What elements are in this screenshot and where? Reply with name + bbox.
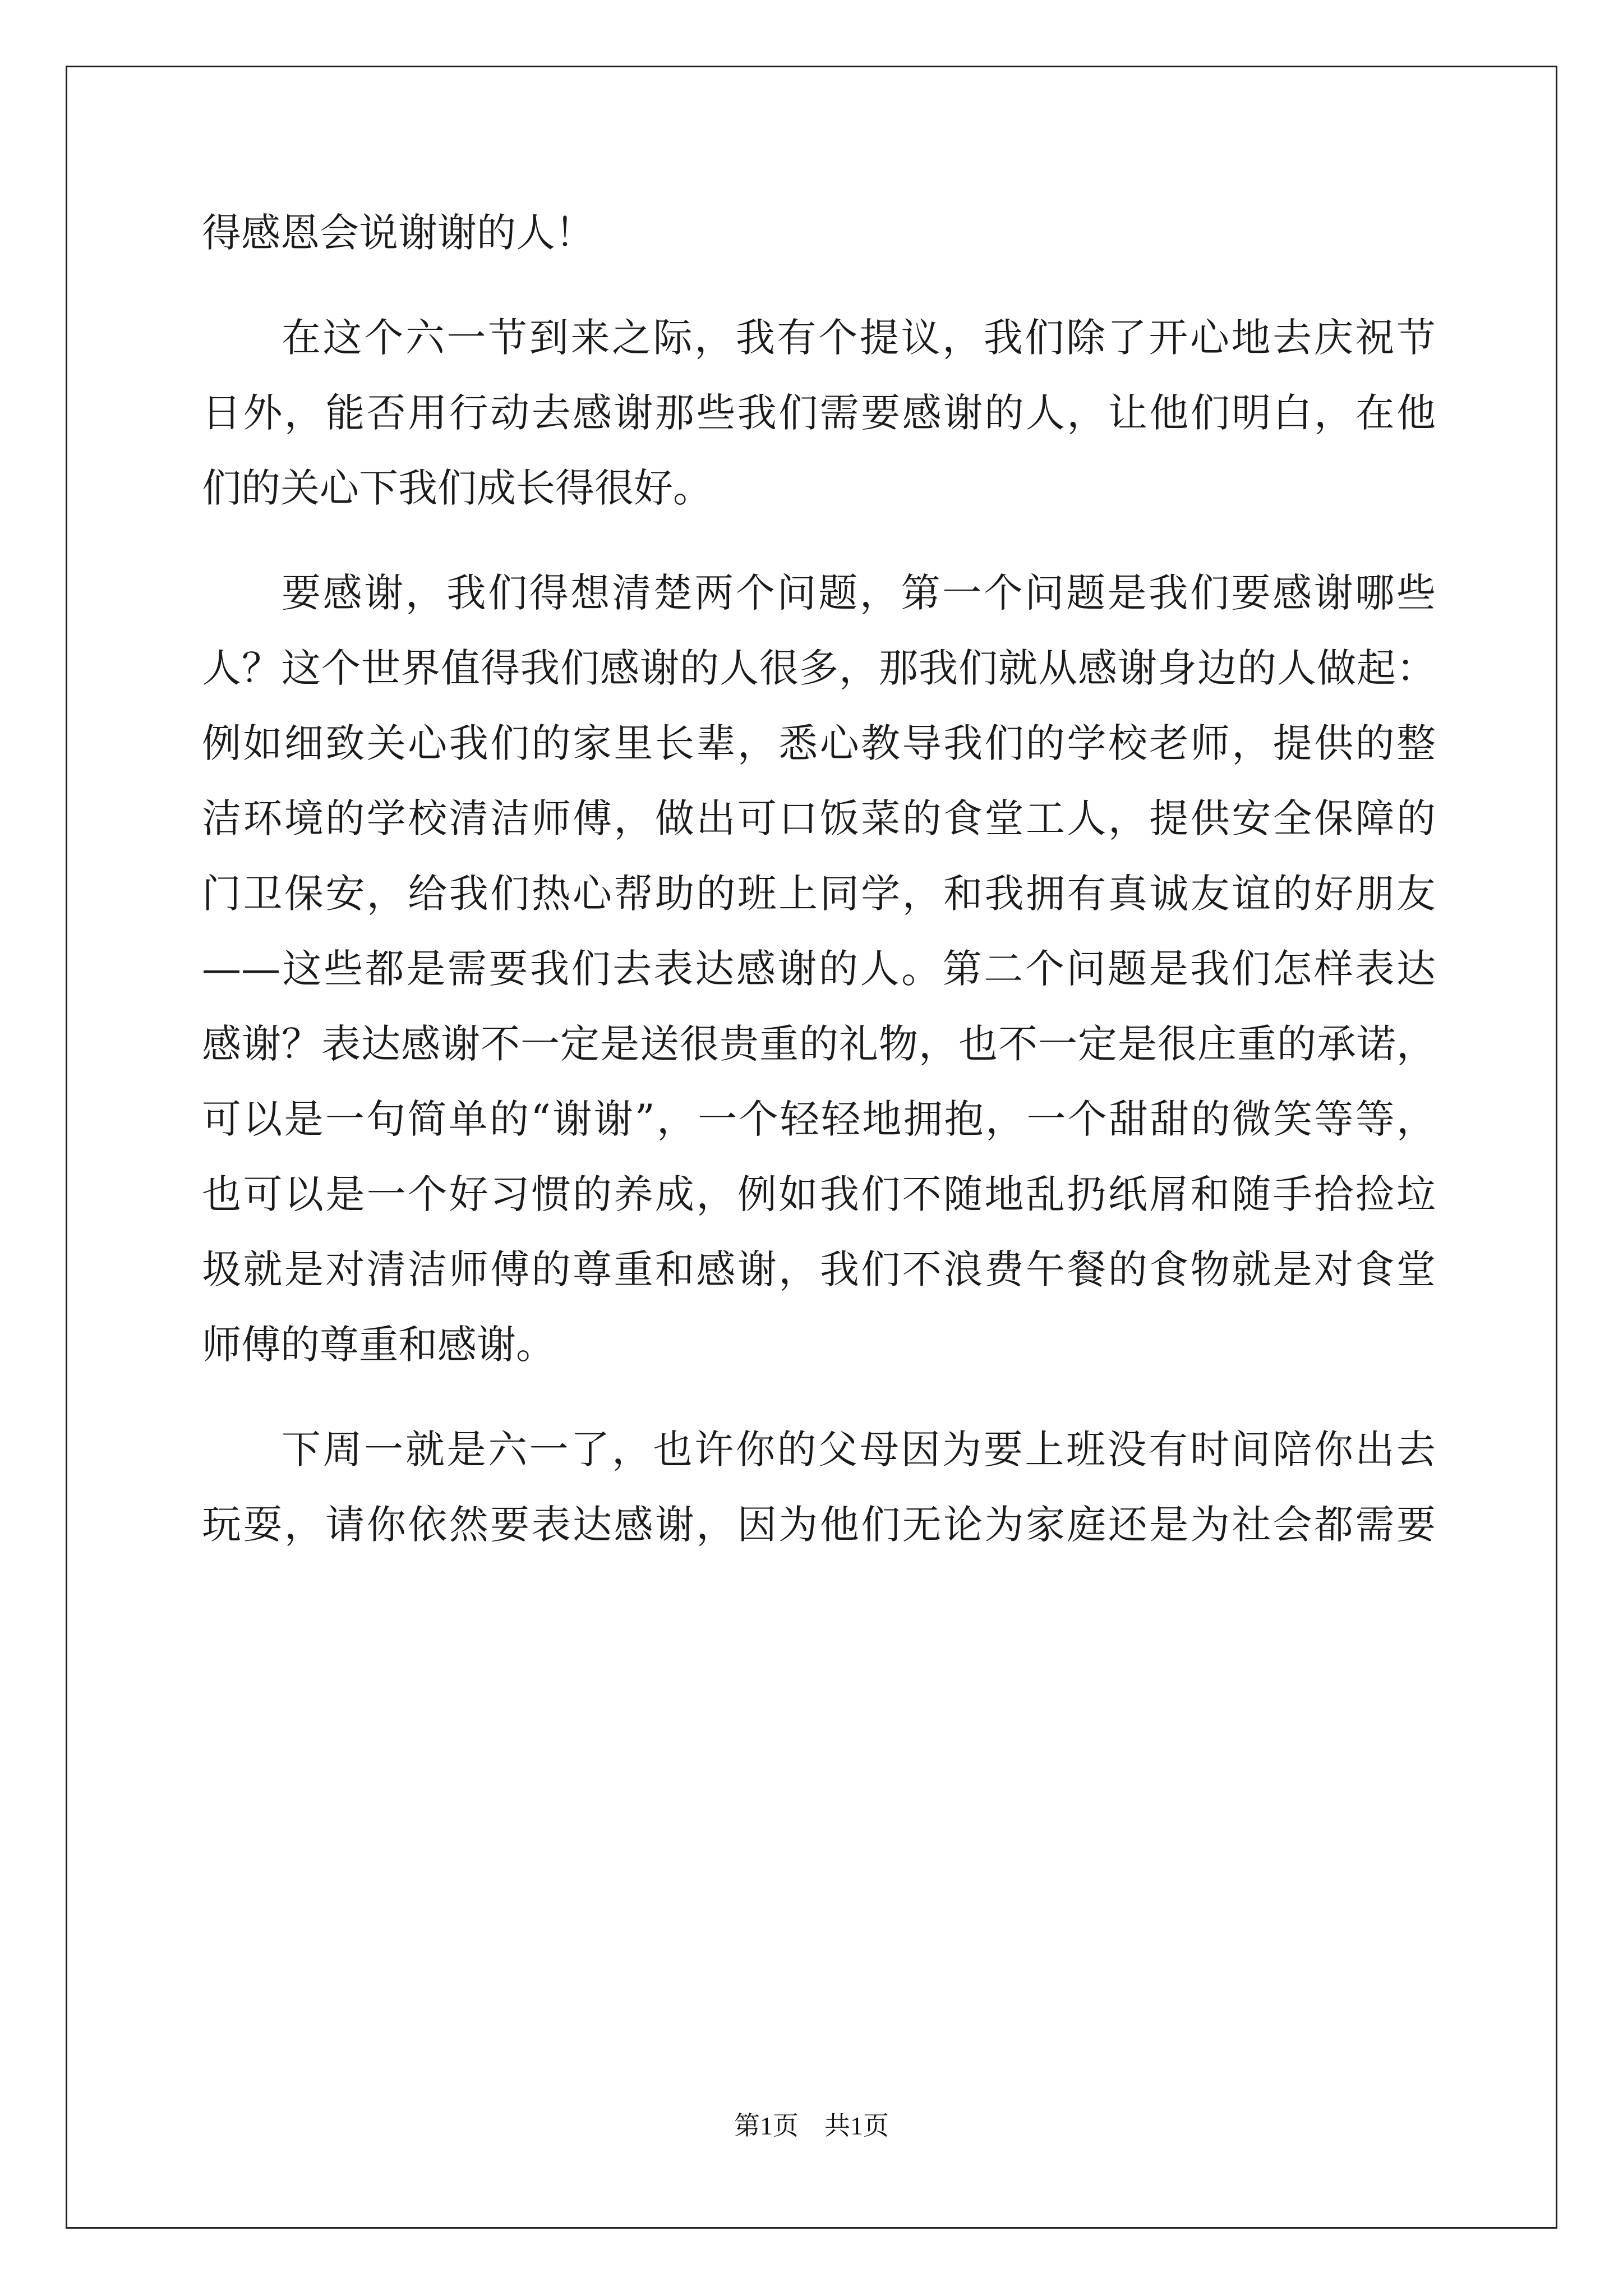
text-line: 可以是一句简单的“谢谢”，一个轻轻地拥抱，一个甜甜的微笑等等， — [202, 1096, 1436, 1142]
document-body — [202, 195, 1436, 1562]
text-line: 例如细致关心我们的家里长辈，悉心教导我们的学校老师，提供的整 — [202, 720, 1436, 766]
text-line: 下周一就是六一了，也许你的父母因为要上班没有时间陪你出去 — [282, 1427, 1436, 1473]
text-line: 要感谢，我们得想清楚两个问题，第一个问题是我们要感谢哪些 — [282, 570, 1436, 616]
text-line: 们的关心下我们成长得很好。 — [202, 465, 712, 511]
paragraph-gap — [202, 1382, 1436, 1412]
page-number-label: 第1页 共1页 — [734, 2111, 889, 2140]
paragraph-gap — [202, 270, 1436, 300]
text-line: ——这些都是需要我们去表达感谢的人。第二个问题是我们怎样表达 — [202, 946, 1436, 992]
text-line: 日外，能否用行动去感谢那些我们需要感谢的人，让他们明白，在他 — [202, 390, 1436, 436]
text-line: 门卫保安，给我们热心帮助的班上同学，和我拥有真诚友谊的好朋友 — [202, 871, 1436, 917]
text-line: 师傅的尊重和感谢。 — [202, 1322, 555, 1368]
text-line: 感谢？表达感谢不一定是送很贵重的礼物，也不一定是很庄重的承诺， — [202, 1021, 1436, 1067]
text-line: 玩耍，请你依然要表达感谢，因为他们无论为家庭还是为社会都需要 — [202, 1502, 1436, 1548]
page-footer — [0, 2109, 1623, 2143]
text-line: 也可以是一个好习惯的养成，例如我们不随地乱扔纸屑和随手拾捡垃 — [202, 1171, 1436, 1217]
text-line: 洁环境的学校清洁师傅，做出可口饭菜的食堂工人，提供安全保障的 — [202, 795, 1436, 841]
paragraph-gap — [202, 526, 1436, 555]
text-line: 圾就是对清洁师傅的尊重和感谢，我们不浪费午餐的食物就是对食堂 — [202, 1246, 1436, 1292]
text-line: 在这个六一节到来之际，我有个提议，我们除了开心地去庆祝节 — [282, 315, 1436, 361]
text-line: 人？这个世界值得我们感谢的人很多，那我们就从感谢身边的人做起： — [202, 645, 1436, 691]
text-line: 得感恩会说谢谢的人！ — [202, 210, 594, 256]
